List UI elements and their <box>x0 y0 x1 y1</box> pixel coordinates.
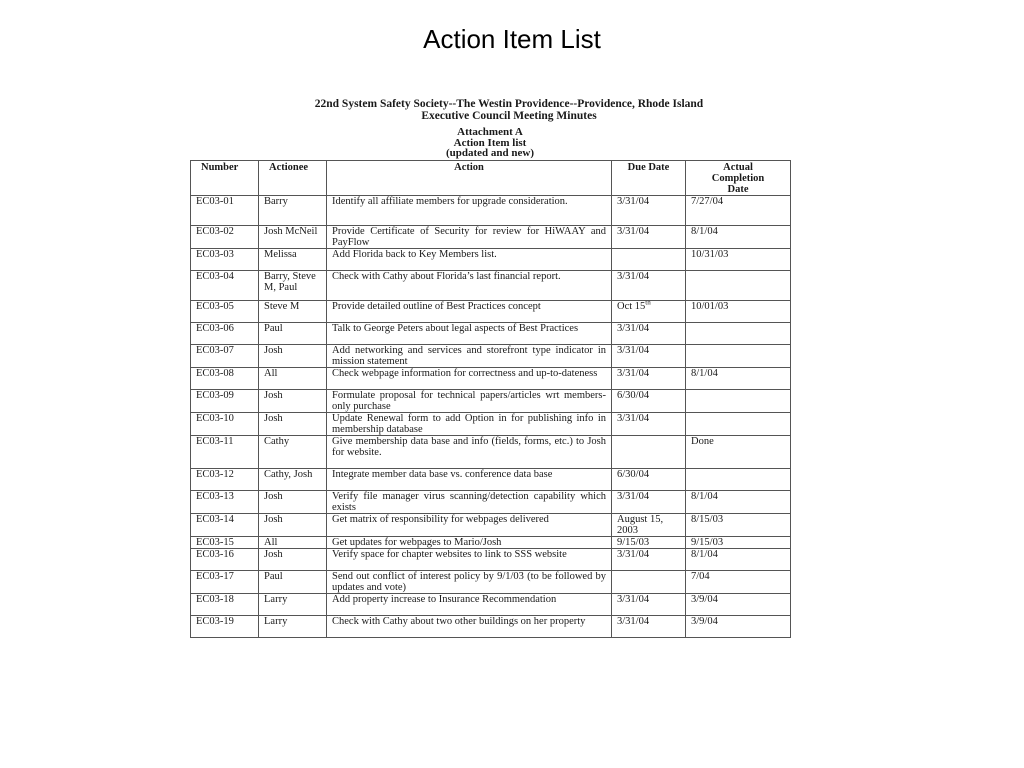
cell-completion-date <box>686 548 791 570</box>
cell-actionee <box>259 468 327 490</box>
cell-due-date-text: 3/31/04 <box>617 344 650 356</box>
table-row <box>191 225 791 248</box>
cell-number-text: EC03-17 <box>196 570 234 582</box>
due-date-superscript: th <box>645 300 651 306</box>
cell-number-text: EC03-19 <box>196 615 234 627</box>
cell-action-text: Add property increase to Insurance Recommendation <box>332 593 557 605</box>
attachment-title: Action Item list <box>453 136 527 149</box>
cell-action-text: Integrate member data base vs. conference data base <box>332 468 553 480</box>
slide-title: Action Item List <box>423 24 601 54</box>
cell-completion-date <box>686 389 791 412</box>
attachment-label: Attachment A <box>457 126 523 138</box>
cell-completion-date <box>686 367 791 389</box>
cell-completion-date-text: 8/1/04 <box>691 225 718 237</box>
cell-number-text: EC03-02 <box>196 225 234 237</box>
minutes-document <box>190 98 790 638</box>
cell-action <box>327 490 612 513</box>
cell-actionee-text: Larry <box>264 615 288 627</box>
cell-number-text: EC03-15 <box>196 536 234 548</box>
cell-completion-date-text: 8/1/04 <box>691 490 718 502</box>
cell-completion-date <box>686 300 791 322</box>
cell-actionee <box>259 412 327 435</box>
header-completion-line: Actual <box>723 161 753 173</box>
cell-action <box>327 593 612 615</box>
cell-action-text: Update Renewal form to add Option in for publishing info in membership database <box>332 412 606 435</box>
cell-due-date <box>612 536 686 548</box>
cell-due-date-text: 6/30/04 <box>617 468 650 480</box>
document-header <box>190 98 790 122</box>
attachment-note: (updated and new) <box>445 147 535 159</box>
cell-number <box>191 536 259 548</box>
table-row <box>191 548 791 570</box>
cell-action-text: Verify space for chapter websites to link to SSS website <box>332 548 567 560</box>
cell-completion-date-text: 3/9/04 <box>691 615 718 627</box>
cell-completion-date <box>686 195 791 225</box>
cell-actionee <box>259 570 327 593</box>
cell-number-text: EC03-12 <box>196 468 234 480</box>
cell-number-text: EC03-07 <box>196 344 234 356</box>
header-completion-date <box>686 160 791 195</box>
cell-actionee-text: Josh <box>264 513 283 525</box>
cell-number-text: EC03-14 <box>196 513 234 525</box>
cell-action-text: Give membership data base and info (fields, forms, etc.) to Josh for website. <box>332 435 606 458</box>
cell-number-text: EC03-08 <box>196 367 234 379</box>
header-action: Action <box>327 160 612 195</box>
cell-number <box>191 412 259 435</box>
cell-completion-date <box>686 344 791 367</box>
cell-completion-date <box>686 570 791 593</box>
table-row <box>191 468 791 490</box>
table-row <box>191 570 791 593</box>
cell-actionee <box>259 548 327 570</box>
cell-action <box>327 435 612 468</box>
cell-due-date-text: 3/31/04 <box>617 548 650 560</box>
cell-actionee-text: Josh <box>264 389 283 401</box>
cell-completion-date-text: 8/15/03 <box>691 513 724 525</box>
cell-completion-date-text: 10/31/03 <box>691 248 729 260</box>
table-row <box>191 615 791 637</box>
cell-due-date-text: 3/31/04 <box>617 367 650 379</box>
cell-action-text: Check webpage information for correctness and up-to-dateness <box>332 367 598 379</box>
header-number: Number <box>191 160 259 195</box>
cell-action-text: Add networking and services and storefront type indicator in mission statement <box>332 344 606 367</box>
cell-actionee <box>259 367 327 389</box>
action-item-table <box>190 160 791 638</box>
cell-action-text: Check with Cathy about Florida’s last financial report. <box>332 270 561 282</box>
cell-actionee-text: Larry <box>264 593 288 605</box>
cell-due-date <box>612 344 686 367</box>
cell-number <box>191 367 259 389</box>
cell-action <box>327 248 612 270</box>
cell-completion-date <box>686 513 791 536</box>
cell-actionee <box>259 344 327 367</box>
table-header-row <box>191 160 791 195</box>
cell-due-date <box>612 570 686 593</box>
cell-due-date-text: 3/31/04 <box>617 270 650 282</box>
table-row <box>191 248 791 270</box>
cell-due-date-text: 3/31/04 <box>617 225 650 237</box>
cell-due-date <box>612 225 686 248</box>
minutes-line: Executive Council Meeting Minutes <box>421 110 597 122</box>
cell-due-date <box>612 513 686 536</box>
cell-due-date-text: 6/30/04 <box>617 389 650 401</box>
table-row <box>191 389 791 412</box>
cell-due-date <box>612 490 686 513</box>
cell-actionee <box>259 389 327 412</box>
conference-line: 22nd System Safety Society--The Westin Providence--Providence, Rhode Island <box>314 98 704 110</box>
cell-actionee <box>259 490 327 513</box>
cell-action <box>327 548 612 570</box>
cell-actionee-text: Steve M <box>264 300 300 312</box>
cell-action-text: Add Florida back to Key Members list. <box>332 248 497 260</box>
table-row <box>191 412 791 435</box>
cell-action <box>327 389 612 412</box>
cell-completion-date <box>686 468 791 490</box>
cell-actionee-text: Paul <box>264 322 283 334</box>
cell-due-date-text: 3/31/04 <box>617 195 650 207</box>
cell-action-text: Identify all affiliate members for upgrade consideration. <box>332 195 568 207</box>
cell-number-text: EC03-04 <box>196 270 234 282</box>
cell-number-text: EC03-06 <box>196 322 234 334</box>
cell-number <box>191 435 259 468</box>
cell-number-text: EC03-13 <box>196 490 234 502</box>
cell-completion-date <box>686 490 791 513</box>
cell-action-text: Talk to George Peters about legal aspects of Best Practices <box>332 322 579 334</box>
cell-completion-date <box>686 248 791 270</box>
cell-action <box>327 412 612 435</box>
cell-due-date <box>612 615 686 637</box>
cell-number <box>191 615 259 637</box>
cell-due-date-text: 3/31/04 <box>617 412 650 424</box>
cell-completion-date <box>686 615 791 637</box>
cell-number-text: EC03-09 <box>196 389 234 401</box>
cell-completion-date <box>686 435 791 468</box>
cell-due-date <box>612 468 686 490</box>
header-due-date: Due Date <box>612 160 686 195</box>
cell-action <box>327 513 612 536</box>
cell-actionee-text: Josh <box>264 548 283 560</box>
table-row <box>191 435 791 468</box>
table-body <box>191 195 791 637</box>
cell-completion-date <box>686 412 791 435</box>
cell-action-text: Get updates for webpages to Mario/Josh <box>332 536 502 548</box>
cell-actionee-text: Cathy <box>264 435 290 447</box>
cell-action-text: Provide detailed outline of Best Practices concept <box>332 300 541 312</box>
header-completion-line: Date <box>727 183 749 195</box>
cell-number <box>191 322 259 344</box>
cell-completion-date-text: 7/27/04 <box>691 195 724 207</box>
cell-actionee-text: Josh <box>264 490 283 502</box>
cell-due-date-text: 3/31/04 <box>617 615 650 627</box>
table-row <box>191 490 791 513</box>
cell-completion-date-text: 9/15/03 <box>691 536 724 548</box>
cell-number <box>191 548 259 570</box>
cell-actionee-text: Josh McNeil <box>264 225 318 237</box>
cell-due-date <box>612 593 686 615</box>
cell-completion-date-text: 10/01/03 <box>691 300 729 312</box>
cell-number <box>191 468 259 490</box>
cell-action-text: Send out conflict of interest policy by 9/1/03 (to be followed by updates and vote) <box>332 570 606 593</box>
cell-number <box>191 270 259 300</box>
table-row <box>191 344 791 367</box>
cell-completion-date-text: 8/1/04 <box>691 367 718 379</box>
cell-due-date <box>612 300 686 322</box>
cell-actionee <box>259 248 327 270</box>
cell-due-date-text: Oct 15 <box>617 300 646 312</box>
cell-actionee <box>259 300 327 322</box>
cell-completion-date-text: 3/9/04 <box>691 593 718 605</box>
cell-actionee <box>259 195 327 225</box>
cell-actionee-text: Cathy, Josh <box>264 468 313 480</box>
cell-actionee-text: Melissa <box>264 248 297 260</box>
cell-actionee <box>259 593 327 615</box>
table-row <box>191 367 791 389</box>
cell-completion-date <box>686 322 791 344</box>
header-actionee: Actionee <box>259 160 327 195</box>
cell-due-date <box>612 548 686 570</box>
cell-actionee <box>259 513 327 536</box>
cell-number <box>191 389 259 412</box>
cell-due-date <box>612 248 686 270</box>
cell-action <box>327 225 612 248</box>
cell-number <box>191 593 259 615</box>
cell-number <box>191 344 259 367</box>
cell-actionee-text: All <box>264 536 278 548</box>
cell-due-date-text: 3/31/04 <box>617 490 650 502</box>
cell-action-text: Verify file manager virus scanning/detection capability which exists <box>332 490 606 513</box>
cell-completion-date-text: 8/1/04 <box>691 548 718 560</box>
cell-action <box>327 615 612 637</box>
table-row <box>191 300 791 322</box>
cell-due-date <box>612 270 686 300</box>
cell-number <box>191 195 259 225</box>
cell-number <box>191 490 259 513</box>
cell-action-text: Provide Certificate of Security for review for HiWAAY and PayFlow <box>332 225 606 248</box>
table-row <box>191 513 791 536</box>
cell-actionee-text: Barry, Steve M, Paul <box>264 270 316 293</box>
cell-due-date <box>612 322 686 344</box>
cell-completion-date <box>686 225 791 248</box>
cell-actionee-text: Paul <box>264 570 283 582</box>
header-completion-line: Completion <box>711 172 765 184</box>
cell-due-date <box>612 389 686 412</box>
cell-number-text: EC03-18 <box>196 593 234 605</box>
cell-number-text: EC03-11 <box>196 435 234 447</box>
cell-action-text: Formulate proposal for technical papers/articles wrt members-only purchase <box>332 389 606 412</box>
cell-actionee <box>259 322 327 344</box>
cell-action <box>327 322 612 344</box>
cell-due-date <box>612 367 686 389</box>
cell-completion-date <box>686 593 791 615</box>
cell-action <box>327 300 612 322</box>
cell-action <box>327 195 612 225</box>
table-row <box>191 270 791 300</box>
cell-due-date-text: 3/31/04 <box>617 322 650 334</box>
cell-number-text: EC03-03 <box>196 248 234 260</box>
table-row <box>191 195 791 225</box>
cell-due-date <box>612 195 686 225</box>
cell-actionee <box>259 536 327 548</box>
cell-action <box>327 536 612 548</box>
cell-completion-date <box>686 270 791 300</box>
cell-due-date <box>612 412 686 435</box>
cell-number <box>191 300 259 322</box>
cell-due-date-text: 3/31/04 <box>617 593 650 605</box>
cell-actionee-text: All <box>264 367 278 379</box>
cell-actionee-text: Josh <box>264 344 283 356</box>
cell-number <box>191 225 259 248</box>
cell-action <box>327 570 612 593</box>
cell-action-text: Check with Cathy about two other buildings on her property <box>332 615 586 627</box>
cell-due-date <box>612 435 686 468</box>
cell-number-text: EC03-01 <box>196 195 234 207</box>
cell-completion-date-text: Done <box>691 435 714 447</box>
cell-number <box>191 248 259 270</box>
cell-completion-date <box>686 536 791 548</box>
table-row <box>191 536 791 548</box>
cell-action <box>327 270 612 300</box>
cell-actionee <box>259 615 327 637</box>
cell-number <box>191 513 259 536</box>
cell-due-date-text: August 15, 2003 <box>617 513 664 536</box>
attachment-heading <box>190 127 790 159</box>
cell-number <box>191 570 259 593</box>
table-row <box>191 322 791 344</box>
cell-number-text: EC03-10 <box>196 412 234 424</box>
cell-completion-date-text: 7/04 <box>691 570 710 582</box>
cell-actionee-text: Josh <box>264 412 283 424</box>
cell-action <box>327 344 612 367</box>
cell-action <box>327 468 612 490</box>
cell-action-text: Get matrix of responsibility for webpages delivered <box>332 513 549 525</box>
cell-actionee <box>259 435 327 468</box>
cell-actionee <box>259 225 327 248</box>
cell-due-date-text: 9/15/03 <box>617 536 650 548</box>
cell-number-text: EC03-05 <box>196 300 234 312</box>
cell-actionee <box>259 270 327 300</box>
cell-number-text: EC03-16 <box>196 548 234 560</box>
cell-action <box>327 367 612 389</box>
table-row <box>191 593 791 615</box>
cell-actionee-text: Barry <box>264 195 288 207</box>
